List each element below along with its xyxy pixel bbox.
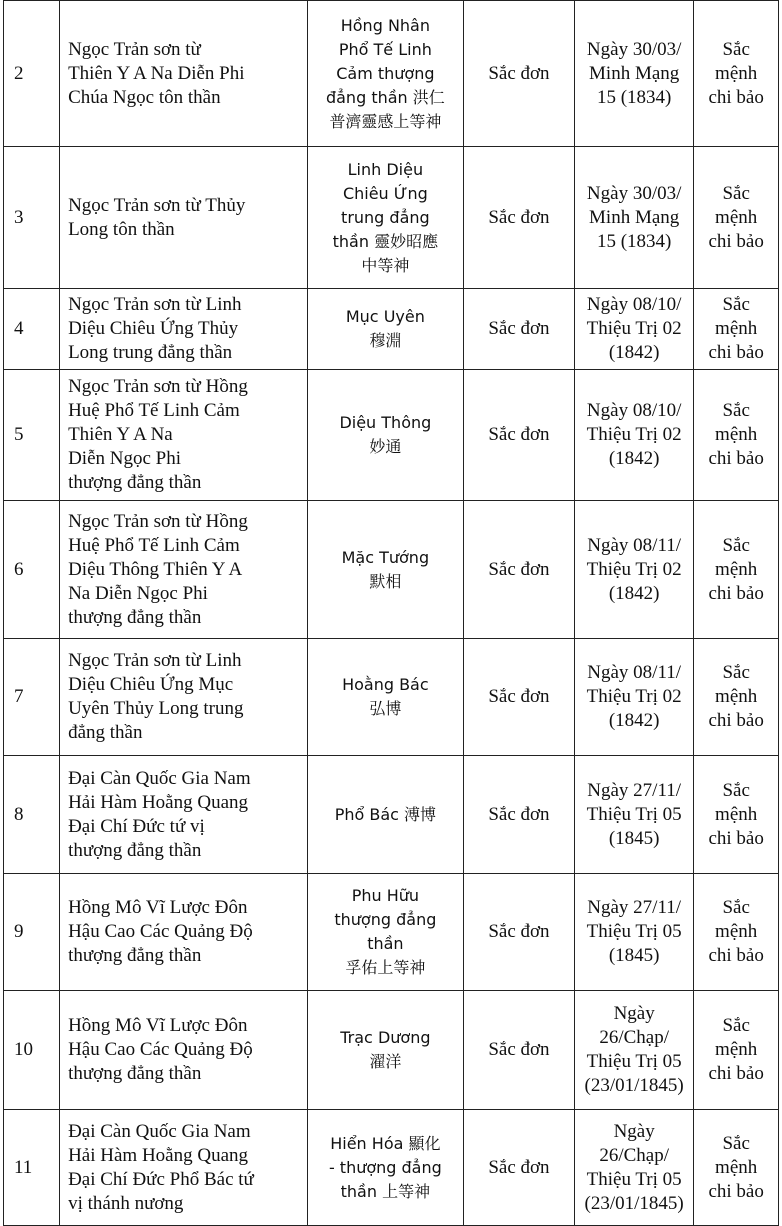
seal-cell <box>694 147 779 289</box>
table-row <box>4 289 779 370</box>
decree-type-cell <box>463 639 574 756</box>
conferred-title: Hiển Hóa 顯化 - thượng đẳng thần 上等神 <box>328 1133 442 1201</box>
deity-name: Hồng Mô Vĩ Lược Đôn Hậu Cao Các Quảng Độ thượng đẳng thần <box>68 1015 253 1084</box>
decree-date: Ngày 08/11/ Thiệu Trị 02 (1842) <box>586 662 682 731</box>
deity-name-cell <box>60 991 308 1110</box>
seal-text: Sắc mệnh chi bảo <box>708 1132 764 1202</box>
seal-cell <box>694 370 779 501</box>
conferred-title: Hoằng Bác 弘博 <box>342 675 429 718</box>
conferred-title: Phổ Bác 溥博 <box>334 804 437 824</box>
table-row <box>4 147 779 289</box>
deity-name-cell <box>60 1 308 147</box>
decree-type-cell <box>463 874 574 991</box>
decree-date-cell <box>575 1 694 147</box>
decree-type: Sắc đơn <box>488 921 550 942</box>
decree-type-cell <box>463 1110 574 1226</box>
table-row <box>4 501 779 639</box>
decree-type: Sắc đơn <box>488 318 550 339</box>
deity-name: Ngọc Trản sơn từ Thiên Y A Na Diễn Phi Chúa Ngọc tôn thần <box>68 38 245 108</box>
conferred-title: Diệu Thông 妙通 <box>339 413 432 456</box>
deity-name: Hồng Mô Vĩ Lược Đôn Hậu Cao Các Quảng Độ thượng đẳng thần <box>68 897 253 966</box>
row-number-cell <box>4 1110 60 1226</box>
conferred-title: Linh Diệu Chiêu Ứng trung đẳng thần 靈妙昭應 中等神 <box>332 159 439 275</box>
deity-name: Đại Càn Quốc Gia Nam Hải Hàm Hoằng Quang Đại Chí Đức tứ vị thượng đẳng thần <box>68 767 251 861</box>
seal-text: Sắc mệnh chi bảo <box>708 779 764 849</box>
table-row <box>4 370 779 501</box>
conferred-title: Trạc Dương 濯洋 <box>340 1028 431 1071</box>
row-number: 9 <box>14 921 24 942</box>
row-number-cell <box>4 991 60 1110</box>
conferred-title-cell <box>307 874 463 991</box>
table-row <box>4 991 779 1110</box>
seal-text: Sắc mệnh chi bảo <box>708 294 764 363</box>
deity-name: Ngọc Trản sơn từ Linh Diệu Chiêu Ứng Mục Uyên Thủy Long trung đẳng thần <box>68 650 244 743</box>
conferred-title-cell <box>307 756 463 874</box>
deity-name-cell <box>60 370 308 501</box>
row-number-cell <box>4 1 60 147</box>
deity-name-cell <box>60 756 308 874</box>
decree-type-cell <box>463 370 574 501</box>
deity-name: Đại Càn Quốc Gia Nam Hải Hàm Hoằng Quang Đại Chí Đức Phổ Bác tứ vị thánh nương <box>68 1120 254 1214</box>
decree-date-cell <box>575 289 694 370</box>
row-number-cell <box>4 289 60 370</box>
row-number: 7 <box>14 686 24 707</box>
deity-name-cell <box>60 639 308 756</box>
decree-date: Ngày 08/11/ Thiệu Trị 02 (1842) <box>586 534 682 604</box>
seal-cell <box>694 501 779 639</box>
conferred-title-cell <box>307 991 463 1110</box>
seal-cell <box>694 639 779 756</box>
deity-name: Ngọc Trản sơn từ Hồng Huệ Phổ Tế Linh Cảm Diệu Thông Thiên Y A Na Diễn Ngọc Phi thượng đẳng thần <box>68 510 248 628</box>
deity-name-cell <box>60 874 308 991</box>
decree-type: Sắc đơn <box>488 558 550 580</box>
row-number: 5 <box>14 424 24 445</box>
seal-text: Sắc mệnh chi bảo <box>708 182 764 252</box>
seal-cell <box>694 756 779 874</box>
seal-cell <box>694 289 779 370</box>
conferred-title: Phu Hữu thượng đẳng thần 孚佑上等神 <box>334 886 437 977</box>
row-number-cell <box>4 501 60 639</box>
conferred-title-cell <box>307 289 463 370</box>
decree-type: Sắc đơn <box>488 424 550 445</box>
seal-text: Sắc mệnh chi bảo <box>708 662 764 731</box>
row-number: 10 <box>14 1039 33 1060</box>
seal-cell <box>694 1110 779 1226</box>
deity-name: Ngọc Trản sơn từ Linh Diệu Chiêu Ứng Thủy Long trung đẳng thần <box>68 294 242 363</box>
seal-cell <box>694 874 779 991</box>
conferred-title-cell <box>307 1 463 147</box>
deity-name-cell <box>60 1110 308 1226</box>
decree-date: Ngày 27/11/ Thiệu Trị 05 (1845) <box>586 897 682 966</box>
decree-type: Sắc đơn <box>488 62 550 84</box>
conferred-title-cell <box>307 147 463 289</box>
row-number: 6 <box>14 558 24 580</box>
decree-date-cell <box>575 501 694 639</box>
deity-name-cell <box>60 289 308 370</box>
conferred-title: Mặc Tướng 默相 <box>341 547 430 591</box>
decree-date: Ngày 26/Chạp/ Thiệu Trị 05 (23/01/1845) <box>584 1120 684 1214</box>
table-row <box>4 756 779 874</box>
decree-date: Ngày 30/03/ Minh Mạng 15 (1834) <box>586 182 682 252</box>
decree-type: Sắc đơn <box>488 803 550 825</box>
row-number-cell <box>4 370 60 501</box>
row-number-cell <box>4 874 60 991</box>
seal-cell <box>694 1 779 147</box>
decree-date-cell <box>575 639 694 756</box>
seal-text: Sắc mệnh chi bảo <box>708 534 764 604</box>
decree-date-cell <box>575 991 694 1110</box>
decree-date-cell <box>575 370 694 501</box>
decree-date-cell <box>575 1110 694 1226</box>
seal-text: Sắc mệnh chi bảo <box>708 1015 764 1084</box>
decree-type-cell <box>463 501 574 639</box>
decree-type-cell <box>463 756 574 874</box>
deity-name: Ngọc Trản sơn từ Hồng Huệ Phổ Tế Linh Cảm Thiên Y A Na Diễn Ngọc Phi thượng đẳng thần <box>68 376 248 493</box>
table-row <box>4 639 779 756</box>
row-number-cell <box>4 756 60 874</box>
decree-date: Ngày 27/11/ Thiệu Trị 05 (1845) <box>586 779 682 849</box>
decree-date-cell <box>575 756 694 874</box>
row-number-cell <box>4 639 60 756</box>
deity-name-cell <box>60 147 308 289</box>
conferred-title-cell <box>307 1110 463 1226</box>
conferred-title: Mục Uyên 穆淵 <box>345 307 425 350</box>
row-number: 2 <box>14 62 24 84</box>
row-number: 8 <box>14 803 24 825</box>
deity-name-cell <box>60 501 308 639</box>
decree-type-cell <box>463 1 574 147</box>
table-row <box>4 874 779 991</box>
conferred-title-cell <box>307 370 463 501</box>
deity-name: Ngọc Trản sơn từ Thủy Long tôn thần <box>68 194 246 240</box>
decree-type: Sắc đơn <box>488 1156 550 1178</box>
decree-type-cell <box>463 289 574 370</box>
conferred-title-cell <box>307 639 463 756</box>
conferred-title: Hồng Nhân Phổ Tế Linh Cảm thượng đẳng thần 洪仁 普濟靈感上等神 <box>325 15 445 131</box>
decree-date: Ngày 26/Chạp/ Thiệu Trị 05 (23/01/1845) <box>584 1003 684 1096</box>
row-number: 11 <box>14 1156 33 1178</box>
decree-type: Sắc đơn <box>488 206 550 228</box>
decree-type-cell <box>463 991 574 1110</box>
seal-text: Sắc mệnh chi bảo <box>708 38 764 108</box>
decree-type: Sắc đơn <box>488 1039 550 1060</box>
conferred-title-cell <box>307 501 463 639</box>
seal-text: Sắc mệnh chi bảo <box>708 897 764 966</box>
row-number: 4 <box>14 318 24 339</box>
decree-date: Ngày 30/03/ Minh Mạng 15 (1834) <box>586 38 682 108</box>
decree-type-cell <box>463 147 574 289</box>
seal-text: Sắc mệnh chi bảo <box>708 400 764 469</box>
decree-table <box>3 0 779 1226</box>
decree-date-cell <box>575 874 694 991</box>
seal-cell <box>694 991 779 1110</box>
row-number-cell <box>4 147 60 289</box>
decree-date-cell <box>575 147 694 289</box>
decree-date: Ngày 08/10/ Thiệu Trị 02 (1842) <box>586 400 682 469</box>
decree-date: Ngày 08/10/ Thiệu Trị 02 (1842) <box>586 294 682 363</box>
table-row <box>4 1 779 147</box>
table-row <box>4 1110 779 1226</box>
row-number: 3 <box>14 206 24 228</box>
decree-type: Sắc đơn <box>488 686 550 707</box>
